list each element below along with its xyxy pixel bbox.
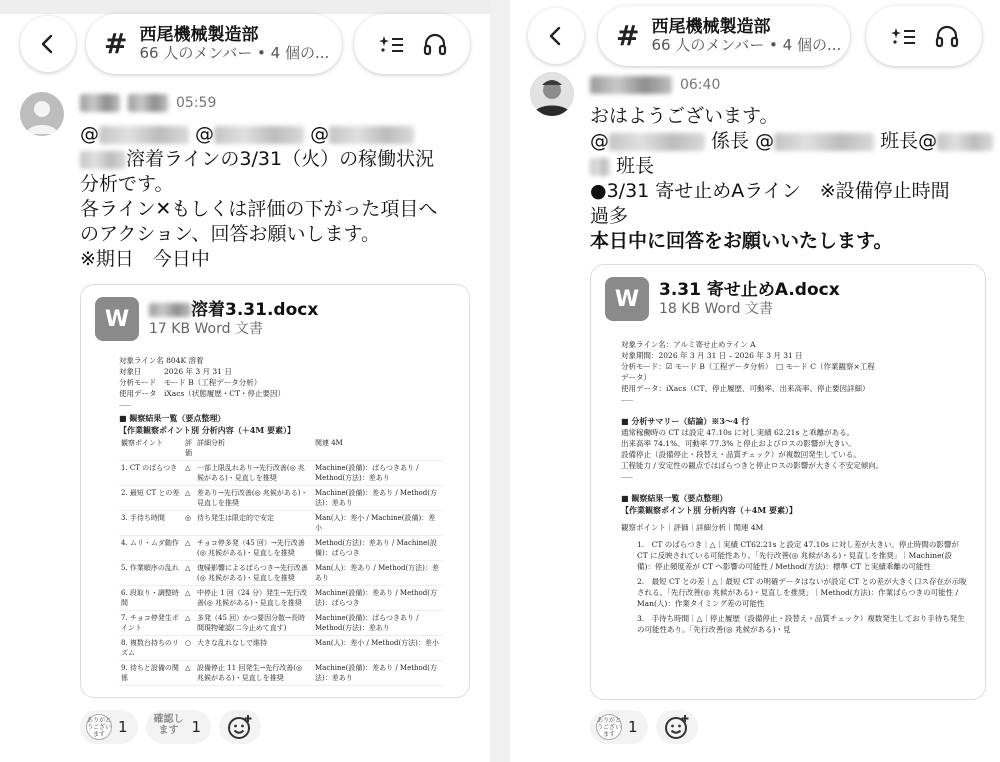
table-cell: △	[185, 539, 191, 547]
file-header	[81, 285, 469, 353]
sender-name-redacted	[590, 76, 672, 94]
table-cell: 4. ムリ・ムダ動作	[121, 539, 179, 547]
table-row	[119, 611, 443, 636]
file-header	[591, 265, 985, 333]
table-cell: 2. 最短 CT との差	[121, 489, 180, 497]
table-cell: 一部上限乱れあり→先行改善(◎ 兆候がある)・見直しを推奨	[197, 464, 305, 482]
back-button[interactable]	[20, 16, 76, 72]
table-cell: △	[185, 464, 191, 472]
ai-summary-icon[interactable]	[890, 25, 916, 47]
table-cell: 大きな乱れなしで維持	[197, 639, 267, 647]
hash-icon: #	[616, 19, 640, 52]
header-actions	[354, 14, 470, 74]
reaction-count: 1	[118, 718, 128, 736]
message-line-emphasis: 本日中に回答をお願いいたします。	[590, 230, 893, 252]
message-line: 各ライン✕もしくは評価の下がった項目へ	[80, 198, 438, 220]
reaction-thanks[interactable]	[590, 710, 648, 744]
word-file-icon: W	[95, 297, 139, 341]
file-name: 3.31 寄せ止めA.docx	[659, 279, 840, 300]
word-file-icon: W	[605, 277, 649, 321]
message-line: のアクション、回答お願いします。	[80, 223, 381, 245]
right-screen	[510, 0, 1000, 762]
avatar[interactable]	[20, 92, 64, 136]
table-cell: 差あり→先行改善(◎ 兆候がある)・見直しを推奨	[197, 489, 308, 507]
table-cell: 8. 複数台持ちのリズム	[121, 639, 179, 657]
reaction-thanks[interactable]	[80, 710, 138, 744]
message-line: 溶着ラインの3/31（火）の稼働状況	[126, 148, 435, 170]
message-body	[80, 122, 480, 272]
table-cell: Machine(設備)：ばらつきあり / Method(方法)：差あり	[315, 464, 419, 482]
add-emoji-icon	[227, 714, 253, 740]
message-time: 06:40	[680, 77, 721, 93]
table-cell: △	[185, 589, 191, 597]
back-button[interactable]	[528, 8, 584, 64]
message-meta	[590, 76, 720, 94]
table-cell: △	[185, 664, 191, 672]
reaction-confirm[interactable]	[146, 710, 212, 744]
channel-member-count: 66 人のメンバー • 4 個の...	[139, 44, 330, 63]
table-cell: Method(方法)：差あり / Machine(設備)：ばらつき	[315, 539, 437, 557]
table-cell: Man(人)：差小 / Method(方法)：差小	[315, 639, 439, 647]
table-cell: △	[185, 489, 191, 497]
channel-member-count: 66 人のメンバー • 4 個の...	[651, 36, 842, 55]
message-line: 分析です。	[80, 173, 174, 195]
table-cell: 中停止 1 回（24 分）発生→先行改善(◎ 兆候がある)・見直しを推奨	[197, 589, 307, 607]
thanks-stamp-icon: ありがとうございます	[596, 714, 622, 740]
table-cell: 6. 段取り・調整時間	[121, 589, 179, 607]
observation-table: 観察ポイント 評価 詳細分析 関連 4M 1. CT のばらつき △ 一部上限乱れあり→先行改善(◎ 兆候がある)・見直しを推奨 Machine(設備)：ばらつきあり / Method(方法)：差あり 2. 最短 CT との差 △ 差あり→先行改善(◎ 兆候がある)・見直しを推奨 Machine(設備)：差あり / Method(方法)：差あり 3. 手待ち時間 ◎ 待ち発生は限定的で安定 Man(人)：差小 / Machine(設備)：差小 4. ムリ・ムダ動作 △ チョコ停多発（45 回）→先行改善(◎ 兆候がある)・見直しを推奨 Method(方法)：差あり / Machine(設備)：ばらつき 5. 作業順序の乱れ △ 復帰影響によるばらつき→先行改善(◎ 兆候がある)・見直しを推奨 Man(人)：差あり / Method(方法)：差あり 6. 段取り・調整時間 △ 中停止 1 回（24 分）発生→先行改善(◎ 兆候がある)・見直しを推奨 Machine(設備)：差あり / Method(方法)：ばらつき 7. チョコ停発生ポイント △ 多発（45 回）かつ要因分散→長時間現物確認(二今止めて直す) Machine(設備)：ばらつきあり / Method(方法)：差あり 8. 複数台持ちのリズム ○ 大きな乱れなしで維持 Man(人)：差小 / Method(方法)：差小 9. 待ちと設備の関係 △ 設備停止 11 回発生→先行改善(◎ 兆候がある)・見直しを推奨 Machine(設備)：差あり / Method(方法)：差あり	[119, 436, 443, 686]
table-cell: チョコ停多発（45 回）→先行改善(◎ 兆候がある)・見直しを推奨	[197, 539, 305, 557]
table-cell: Machine(設備)：差あり / Method(方法)：ばらつき	[315, 589, 437, 607]
table-cell: Machine(設備)：ばらつきあり / Method(方法)：差あり	[315, 614, 419, 632]
table-row	[119, 486, 443, 511]
chevron-left-icon	[545, 25, 567, 47]
channel-name: 西尾機械製造部	[139, 24, 259, 45]
mention-line: @ @ @	[80, 122, 480, 147]
sender-name-redacted	[128, 94, 168, 112]
screen-divider	[490, 0, 510, 762]
table-cell: 復帰影響によるばらつき→先行改善(◎ 兆候がある)・見直しを推奨	[197, 564, 308, 582]
reaction-count: 1	[628, 718, 638, 736]
message-line: 過多	[590, 205, 629, 227]
table-row	[119, 461, 443, 486]
add-reaction-button[interactable]	[219, 710, 261, 744]
table-cell: △	[185, 564, 191, 572]
reaction-bar	[80, 710, 261, 744]
user-placeholder-icon	[20, 92, 64, 136]
table-cell: 9. 待ちと設備の関係	[121, 664, 179, 682]
table-row	[119, 586, 443, 611]
table-cell: 多発（45 回）かつ要因分散→長時間現物確認(二今止めて直す)	[197, 614, 305, 632]
table-cell: ○	[185, 639, 192, 647]
file-meta: 18 KB Word 文書	[659, 301, 773, 318]
message-line: おはようございます。	[590, 105, 779, 127]
file-meta: 17 KB Word 文書	[149, 321, 263, 338]
left-screen	[0, 0, 490, 762]
headphones-icon[interactable]	[423, 32, 447, 56]
channel-header[interactable]	[86, 14, 342, 74]
add-emoji-icon	[664, 714, 690, 740]
table-row	[119, 636, 443, 661]
user-photo-icon	[530, 72, 574, 116]
table-cell: 5. 作業順序の乱れ	[121, 564, 179, 572]
table-cell: 待ち発生は限定的で安定	[197, 514, 274, 522]
status-strip	[0, 0, 490, 14]
message-body	[590, 104, 994, 254]
table-row	[119, 661, 443, 686]
table-cell: 設備停止 11 回発生→先行改善(◎ 兆候がある)・見直しを推奨	[197, 664, 303, 682]
table-cell: Machine(設備)：差あり / Method(方法)：差あり	[315, 664, 437, 682]
result-list: 1. CT のばらつき｜△｜実績 CT62.21s と設定 47.10s に対し差が大きい。停止時間の影響が CT に反映されている可能性あり。「先行改善(◎ 兆候がある)・見直しを推奨」｜Machine(設備)：停止頻度差が CT へ影響の可能性 / Method(方法)：標準 CT と実績乖離の可能性 2. 最短 CT との差｜△｜最短 CT の明確データはないが設定 CT との差が大きく口ス存在が示唆される。「先行改善(◎ 兆候がある)・見直しを推奨」｜Method(方法)：作業ばらつきの可能性 / Man(人)：作業タイミング差の可能性 3. 手待ち時間｜△｜停止履歴（設備停止・段替え・品質チェック）複数発生しており手待ち発生の可能性あり。「先行改善(◎ 兆候がある)・見	[637, 540, 967, 634]
table-cell: 3. 手待ち時間	[121, 514, 165, 522]
file-attachment[interactable]	[80, 284, 470, 698]
table-cell: Man(人)：差あり / Method(方法)：差あり	[315, 564, 439, 582]
document-preview: 対象ライン名 804K 溶着 対象日 2026 年 3 月 31 日 分析モード モード B（工程データ分析） 使用データ iXacs（状態履歴・CT・停止要因） ■ 観察結果一覧（要点整理） 【作業観察ポイント別 分析内容（＋4M 要素）】 観察ポイント 評価 詳細分析 関連 4M 1. CT のばらつき △ 一部上限乱れあり→先行改善(◎ 兆候がある)・見直しを推奨 Machine(設備)：ばらつきあり / Method(方法)：差あり 2. 最短 CT との差 △ 差あり→先行改善(◎ 兆候がある)・見直しを推奨 Machine(設備)：差あり / Method(方法)：差あり 3. 手待ち時間 ◎ 待ち発生は限定的で安定 Man(人)：差小 / Machine(設備)：差小 4. ムリ・ムダ動作 △ チョコ停多発（45 回）→先行改善(◎ 兆候がある)・見直しを推奨 Method(方法)：差あり / Machine(設備)：ばらつき 5. 作業順序の乱れ △ 復帰影響によるばらつき→先行改善(◎ 兆候がある)・見直しを推奨 Man(人)：差あり / Method(方法)：差あり 6. 段取り・調整時間 △ 中停止 1 回（24 分）発生→先行改善(◎ 兆候がある)・見直しを推奨 Machine(設備)：差あり / Method(方法)：ばらつき 7. チョコ停発生ポイント △ 多発（45 回）かつ要因分散→長時間現物確認(二今止めて直す) Machine(設備)：ばらつきあり / Method(方法)：差あり 8. 複数台持ちのリズム ○ 大きな乱れなしで維持 Man(人)：差小 / Method(方法)：差小 9. 待ちと設備の関係 △ 設備停止 11 回発生→先行改善(◎ 兆候がある)・見直しを推奨 Machine(設備)：差あり / Method(方法)：差あり	[81, 355, 469, 697]
confirm-stamp-icon: 確認します	[153, 714, 184, 736]
table-row	[119, 511, 443, 536]
table-row	[119, 561, 443, 586]
file-attachment[interactable]	[590, 264, 986, 700]
reaction-bar	[590, 710, 698, 744]
header-actions	[866, 6, 982, 66]
mention-line: 班長	[590, 154, 994, 179]
hash-icon: #	[104, 27, 128, 60]
table-cell: ◎	[185, 514, 192, 522]
message-meta	[80, 94, 216, 112]
thanks-stamp-icon: ありがとうございます	[86, 714, 112, 740]
avatar[interactable]	[530, 72, 574, 116]
sender-name-redacted	[80, 94, 120, 112]
message-line: ●3/31 寄せ止めAライン ※設備停止時間	[590, 180, 950, 202]
channel-header[interactable]	[598, 6, 850, 66]
headphones-icon[interactable]	[935, 24, 959, 48]
table-row	[119, 536, 443, 561]
table-cell: Machine(設備)：差あり / Method(方法)：差あり	[315, 489, 437, 507]
table-cell: 1. CT のばらつき	[121, 464, 178, 472]
chevron-left-icon	[37, 33, 59, 55]
add-reaction-button[interactable]	[656, 710, 698, 744]
document-preview: 対象ライン名：アルミ寄せ止めライン A 対象期間：2026 年 3 月 31 日 – 2026 年 3 月 31 日 分析モード：☑ モード B（工程データ分析） □ モード C（作業観察×工程 データ） 使用データ：iXacs（CT、停止履歴、可動率、出来高率、停止要因詳細） ■ 分析サマリー（結論）※3～4 行 通常稼働時の CT は設定 47.10s に対し実績 62.21s と乖離がある。 出来高率 74.1%、可動率 77.3% と停止およびロスの影響が大きい。 設備停止（設備停止・段替え・品質チェック）が複数回発生している。 工程能力 / 安定性の観点ではばらつきと停止ロスの影響が大きく不安定傾向。 ■ 観察結果一覧（要点整理） 【作業観察ポイント別 分析内容（＋4M 要素）】 観察ポイント｜評価｜詳細分析｜関連 4M 1. CT のばらつき｜△｜実績 CT62.21s と設定 47.10s に対し差が大きい。停止時間の影響が CT に反映されている可能性あり。「先行改善(◎ 兆候がある)・見直しを推奨」｜Machine(設備)：停止頻度差が CT へ影響の可能性 / Method(方法)：標準 CT と実績乖離の可能性 2. 最短 CT との差｜△｜最短 CT の明確データはないが設定 CT との差が大きく口ス存在が示唆される。「先行改善(◎ 兆候がある)・見直しを推奨」｜Method(方法)：作業ばらつきの可能性 / Man(人)：作業タイミング差の可能性 3. 手待ち時間｜△｜停止履歴（設備停止・段替え・品質チェック）複数発生しており手待ち発生の可能性あり。「先行改善(◎ 兆候がある)・見	[621, 340, 967, 634]
file-name: 溶着3.31.docx	[191, 299, 319, 320]
table-cell: Man(人)：差小 / Machine(設備)：差小	[315, 514, 436, 532]
table-cell: 7. チョコ停発生ポイント	[121, 614, 179, 632]
mention-line: @ 係長 @ 班長@	[590, 129, 994, 154]
ai-summary-icon[interactable]	[378, 33, 404, 55]
channel-name: 西尾機械製造部	[651, 16, 771, 37]
message-line: ※期日 今日中	[80, 248, 210, 270]
reaction-count: 1	[191, 718, 202, 736]
message-time: 05:59	[176, 95, 217, 111]
table-cell: △	[185, 614, 191, 622]
